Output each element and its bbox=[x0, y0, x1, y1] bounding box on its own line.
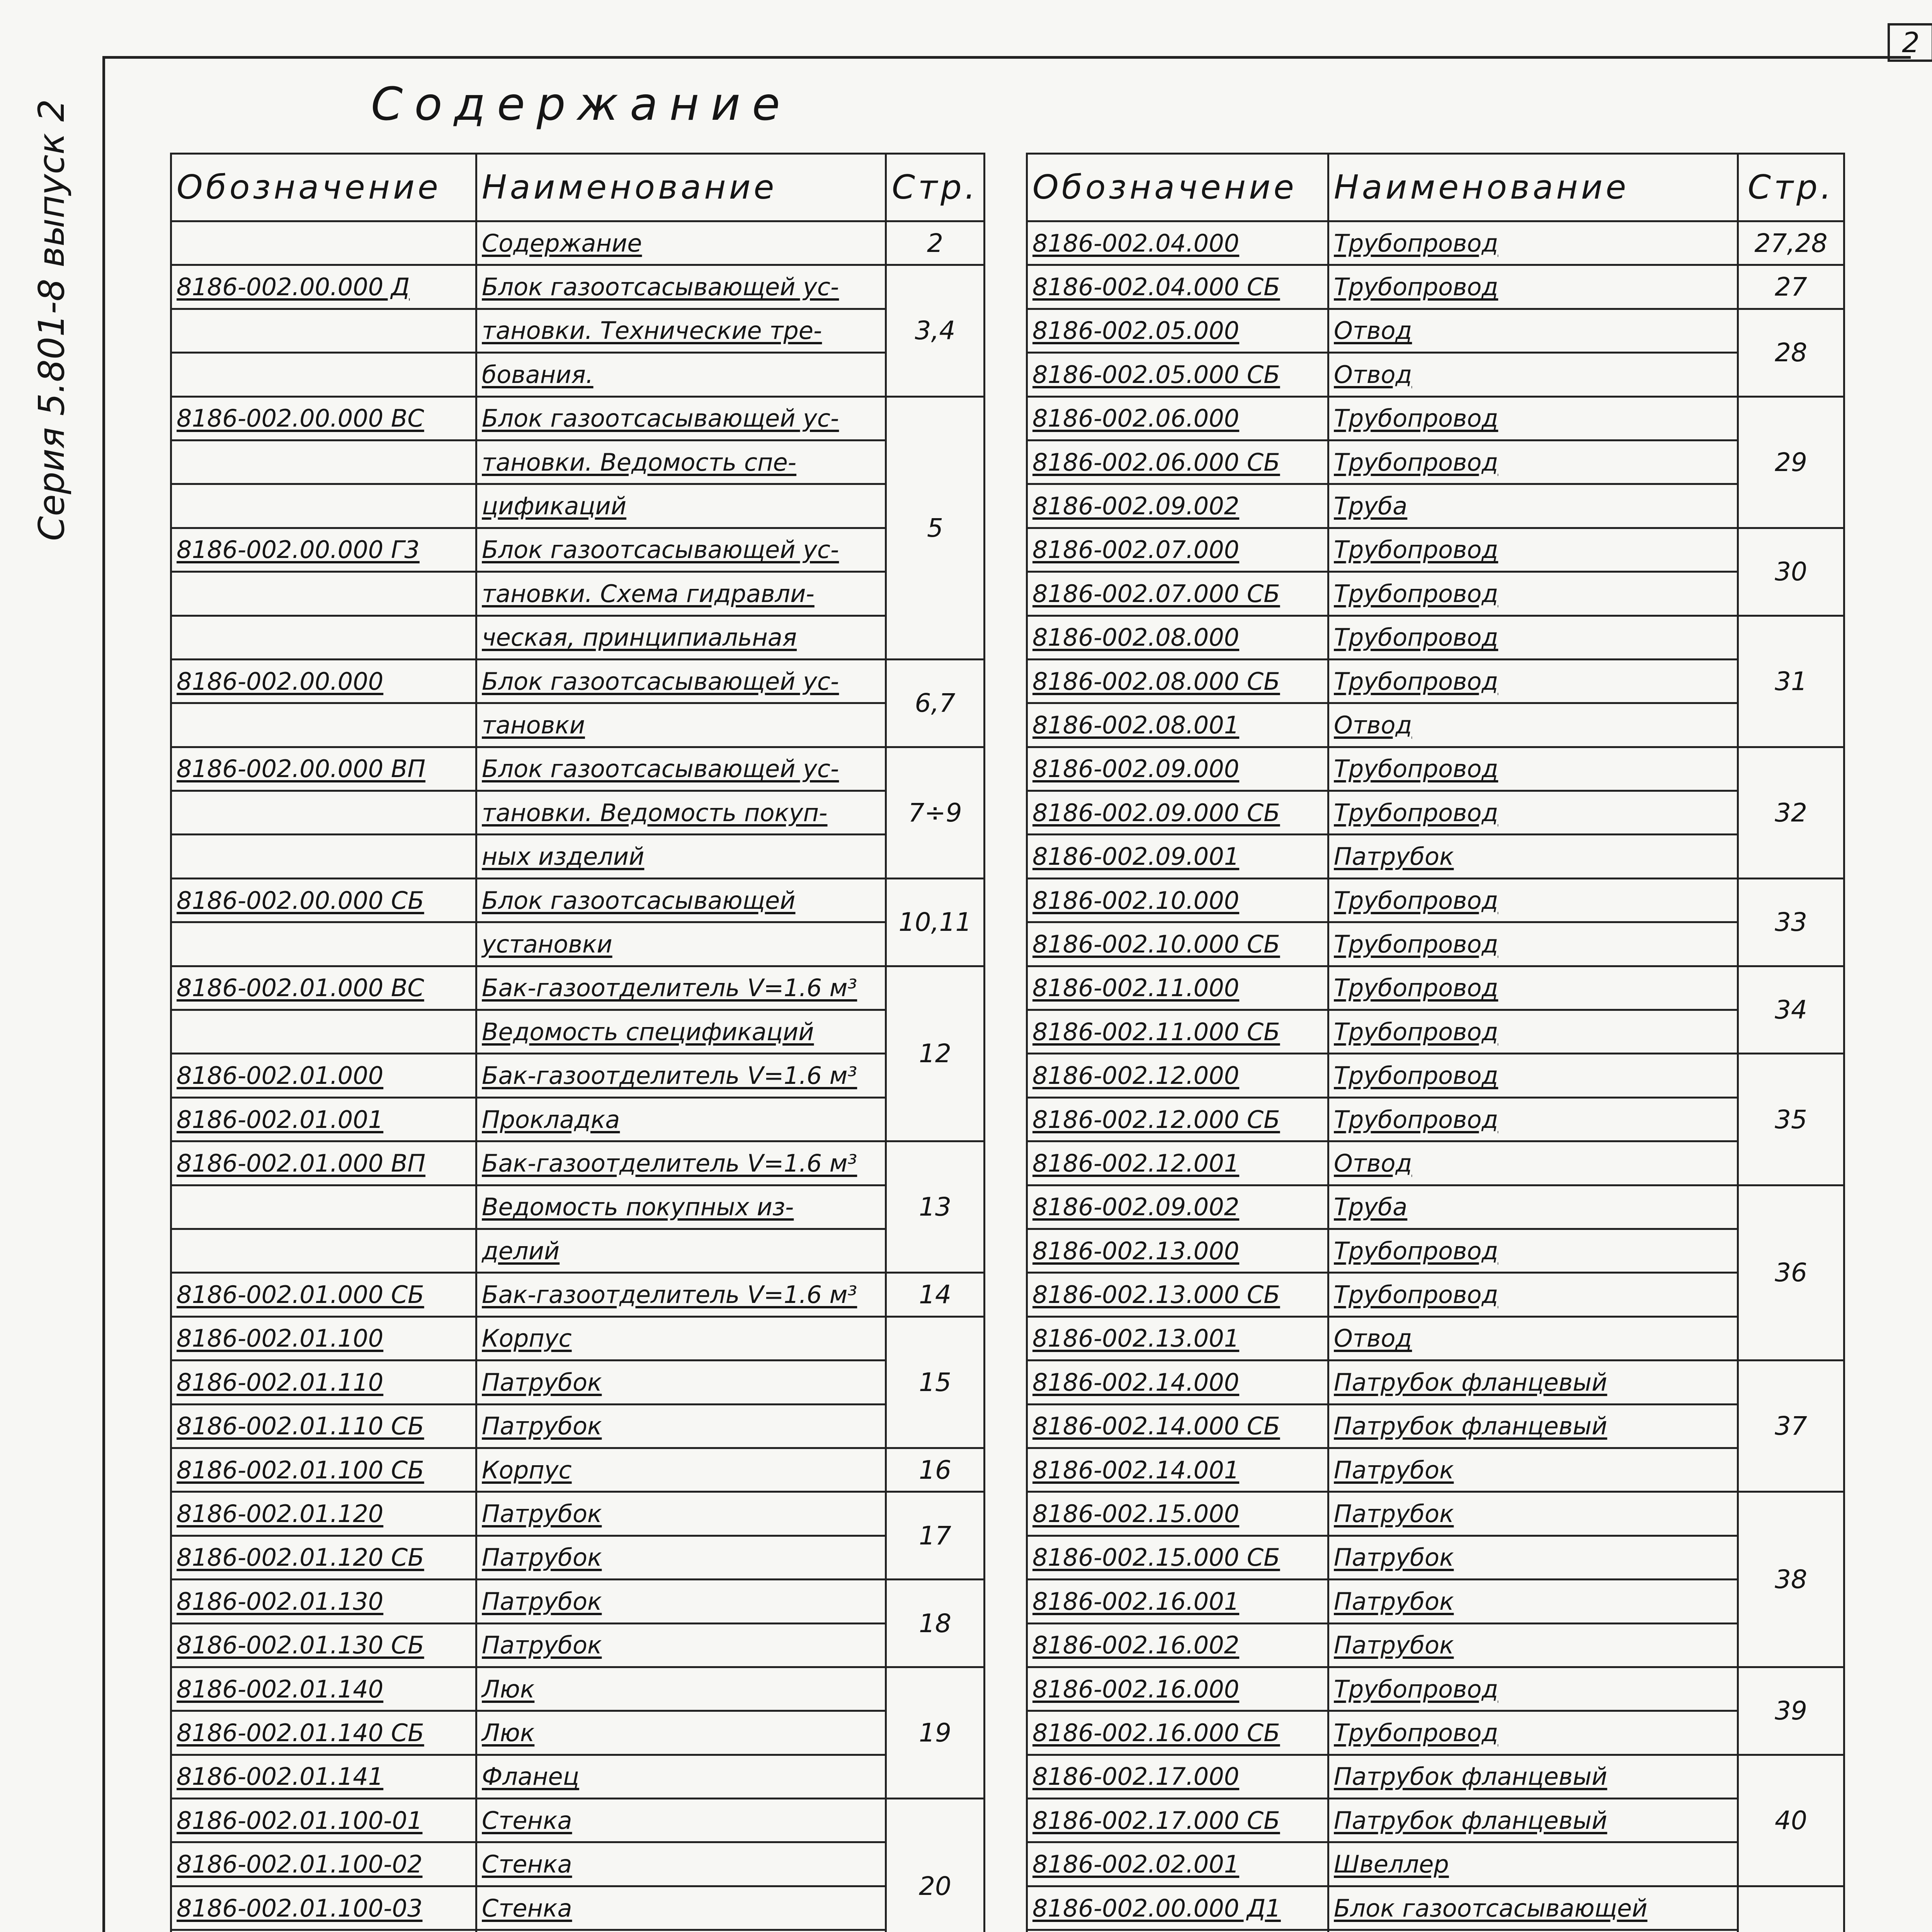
toc-row bbox=[1027, 265, 1844, 309]
toc-row bbox=[171, 1711, 985, 1755]
toc-row bbox=[1027, 835, 1844, 878]
toc-name: тановки. Ведомость покуп- bbox=[476, 791, 886, 835]
toc-name: Содержание bbox=[476, 221, 886, 265]
toc-row bbox=[171, 1404, 985, 1448]
toc-name: тановки. Схема гидравли- bbox=[476, 572, 886, 616]
toc-page: 36 bbox=[1738, 1185, 1844, 1361]
toc-name: Блок газоотсасывающей ус- bbox=[476, 528, 886, 571]
toc-row bbox=[171, 1930, 985, 1932]
toc-name: Трубопровод bbox=[1328, 1010, 1738, 1054]
toc-page: 18 bbox=[886, 1580, 985, 1667]
toc-header-row bbox=[1027, 154, 1844, 221]
toc-name: Трубопровод bbox=[1328, 265, 1738, 309]
toc-name: Отвод bbox=[1328, 703, 1738, 747]
toc-name: Отвод bbox=[1328, 309, 1738, 352]
toc-code: 8186-002.00.000 Д1 bbox=[1027, 1886, 1328, 1930]
toc-row bbox=[171, 265, 985, 309]
toc-name: Корпус bbox=[476, 1448, 886, 1492]
toc-code: 8186-002.01.000 ВП bbox=[171, 1141, 476, 1185]
toc-row bbox=[171, 1799, 985, 1842]
toc-name: Патрубок bbox=[476, 1361, 886, 1404]
toc-code: 8186-002.14.001 bbox=[1027, 1448, 1328, 1492]
toc-code: 8186-002.01.120 bbox=[171, 1492, 476, 1536]
toc-code: 8186-002.00.000 Г3 bbox=[171, 528, 476, 571]
toc-code: 8186-002.01.141 bbox=[171, 1755, 476, 1798]
toc-page: 35 bbox=[1738, 1054, 1844, 1185]
toc-row bbox=[171, 1842, 985, 1886]
toc-name: Стенка bbox=[476, 1886, 886, 1930]
toc-code: 8186-002.09.000 bbox=[1027, 747, 1328, 791]
toc-page: 31 bbox=[1738, 616, 1844, 747]
toc-row bbox=[1027, 1054, 1844, 1097]
toc-name: Люк bbox=[476, 1667, 886, 1711]
toc-name: Патрубок bbox=[476, 1536, 886, 1579]
toc-row bbox=[171, 878, 985, 922]
toc-code: 8186-002.07.000 СБ bbox=[1027, 572, 1328, 616]
toc-page: 17 bbox=[886, 1492, 985, 1580]
toc-row bbox=[1027, 1273, 1844, 1316]
toc-name: установки bbox=[476, 922, 886, 966]
toc-name: тановки bbox=[476, 703, 886, 747]
toc-code: 8186-002.01.000 bbox=[171, 1054, 476, 1097]
toc-page: 13 bbox=[886, 1141, 985, 1273]
toc-page: 33 bbox=[1738, 878, 1844, 966]
toc-row bbox=[1027, 221, 1844, 265]
toc-name: Стенка bbox=[476, 1799, 886, 1842]
toc-name: делий bbox=[476, 1229, 886, 1272]
toc-code: 8186-002.05.000 СБ bbox=[1027, 353, 1328, 396]
toc-name: Патрубок bbox=[476, 1580, 886, 1623]
toc-name: Трубопровод bbox=[1328, 1273, 1738, 1316]
toc-row bbox=[1027, 1448, 1844, 1492]
toc-name: Труба bbox=[1328, 484, 1738, 528]
toc-name: тановки. Ведомость спе- bbox=[476, 440, 886, 484]
toc-name: Трубопровод bbox=[1328, 572, 1738, 616]
toc-row bbox=[1027, 1404, 1844, 1448]
toc-row bbox=[1027, 484, 1844, 528]
toc-row bbox=[171, 1229, 985, 1272]
toc-code: 8186-002.01.120 СБ bbox=[171, 1536, 476, 1579]
toc-page: 37 bbox=[1738, 1361, 1844, 1492]
toc-row bbox=[1027, 791, 1844, 835]
toc-name: бования. bbox=[476, 353, 886, 396]
toc-code: 8186-002.01.100-03 bbox=[171, 1886, 476, 1930]
toc-row bbox=[1027, 1229, 1844, 1272]
toc-page bbox=[1738, 1886, 1844, 1932]
page-number: 2 bbox=[1888, 23, 1932, 62]
toc-row bbox=[171, 440, 985, 484]
toc-row bbox=[171, 1273, 985, 1316]
toc-row bbox=[1027, 309, 1844, 352]
toc-row bbox=[1027, 572, 1844, 616]
toc-name bbox=[1328, 1930, 1738, 1932]
toc-code: 8186-002.15.000 СБ bbox=[1027, 1536, 1328, 1579]
toc-code: 8186-002.05.000 bbox=[1027, 309, 1328, 352]
toc-name: Труба bbox=[1328, 1185, 1738, 1229]
toc-row bbox=[1027, 1536, 1844, 1579]
toc-name: Патрубок фланцевый bbox=[1328, 1361, 1738, 1404]
toc-row bbox=[171, 835, 985, 878]
toc-name: Трубопровод bbox=[1328, 528, 1738, 571]
toc-code: 8186-002.08.000 bbox=[1027, 616, 1328, 659]
toc-code: 8186-002.16.002 bbox=[1027, 1623, 1328, 1667]
toc-name: Трубопровод bbox=[1328, 659, 1738, 703]
toc-code: 8186-002.09.000 СБ bbox=[1027, 791, 1328, 835]
toc-code: 8186-002.01.140 bbox=[171, 1667, 476, 1711]
toc-code: 8186-002.13.000 bbox=[1027, 1229, 1328, 1272]
toc-row bbox=[171, 966, 985, 1010]
toc-row bbox=[1027, 616, 1844, 659]
toc-row bbox=[1027, 1930, 1844, 1932]
toc-page: 2 bbox=[886, 221, 985, 265]
toc-code: 8186-002.14.000 bbox=[1027, 1361, 1328, 1404]
toc-code: 8186-002.09.001 bbox=[1027, 835, 1328, 878]
toc-code: 8186-002.13.000 СБ bbox=[1027, 1273, 1328, 1316]
toc-name: Прокладка bbox=[476, 1097, 886, 1141]
toc-name: Блок газоотсасывающей ус- bbox=[476, 747, 886, 791]
toc-row bbox=[171, 572, 985, 616]
toc-name: Ведомость спецификаций bbox=[476, 1010, 886, 1054]
toc-row bbox=[1027, 1010, 1844, 1054]
toc-code: 8186-002.16.000 СБ bbox=[1027, 1711, 1328, 1755]
toc-name: Трубопровод bbox=[1328, 1711, 1738, 1755]
toc-name: Патрубок bbox=[476, 1492, 886, 1536]
toc-row bbox=[171, 353, 985, 396]
toc-name: Бак-газоотделитель V=1.6 м³ bbox=[476, 966, 886, 1010]
toc-row bbox=[1027, 1492, 1844, 1536]
toc-code: 8186-002.01.110 СБ bbox=[171, 1404, 476, 1448]
toc-name: Трубопровод bbox=[1328, 747, 1738, 791]
toc-code bbox=[171, 1930, 476, 1932]
toc-row bbox=[171, 1492, 985, 1536]
toc-code: 8186-002.01.100 СБ bbox=[171, 1448, 476, 1492]
toc-row bbox=[171, 703, 985, 747]
toc-code: 8186-002.17.000 СБ bbox=[1027, 1799, 1328, 1842]
toc-row bbox=[1027, 1755, 1844, 1798]
toc-code bbox=[171, 616, 476, 659]
toc-name: Ведомость покупных из- bbox=[476, 1185, 886, 1229]
toc-name: Трубопровод bbox=[1328, 396, 1738, 440]
toc-row bbox=[171, 1054, 985, 1097]
toc-code: 8186-002.14.000 СБ bbox=[1027, 1404, 1328, 1448]
toc-row bbox=[1027, 1141, 1844, 1185]
toc-code: 8186-002.07.000 bbox=[1027, 528, 1328, 571]
toc-code bbox=[171, 703, 476, 747]
toc-code bbox=[171, 1185, 476, 1229]
toc-name: Блок газоотсасывающей ус- bbox=[476, 659, 886, 703]
toc-code bbox=[171, 484, 476, 528]
toc-row bbox=[1027, 1667, 1844, 1711]
toc-row bbox=[1027, 1799, 1844, 1842]
toc-row bbox=[1027, 528, 1844, 571]
toc-name: Бак-газоотделитель V=1.6 м³ bbox=[476, 1273, 886, 1316]
toc-code: 8186-002.16.001 bbox=[1027, 1580, 1328, 1623]
toc-name: Фланец bbox=[476, 1755, 886, 1798]
toc-name: Трубопровод bbox=[1328, 1667, 1738, 1711]
toc-name: Патрубок фланцевый bbox=[1328, 1404, 1738, 1448]
toc-name: Бак-газоотделитель V=1.6 м³ bbox=[476, 1054, 886, 1097]
header-page: Стр. bbox=[886, 154, 985, 221]
toc-page: 20 bbox=[886, 1799, 985, 1932]
toc-name: тановки. Технические тре- bbox=[476, 309, 886, 352]
toc-code: 8186-002.08.000 СБ bbox=[1027, 659, 1328, 703]
toc-header-row bbox=[171, 154, 985, 221]
toc-row bbox=[1027, 353, 1844, 396]
toc-name: Блок газоотсасывающей bbox=[476, 878, 886, 922]
toc-code: 8186-002.02.001 bbox=[1027, 1842, 1328, 1886]
toc-row bbox=[1027, 922, 1844, 966]
toc-page: 38 bbox=[1738, 1492, 1844, 1667]
toc-code: 8186-002.09.002 bbox=[1027, 484, 1328, 528]
toc-row bbox=[171, 1361, 985, 1404]
toc-name: Трубопровод bbox=[1328, 616, 1738, 659]
toc-name: Блок газоотсасывающей ус- bbox=[476, 396, 886, 440]
toc-name: Корпус bbox=[476, 1316, 886, 1360]
toc-page: 40 bbox=[1738, 1755, 1844, 1886]
toc-code: 8186-002.16.000 bbox=[1027, 1667, 1328, 1711]
toc-code: 8186-002.10.000 СБ bbox=[1027, 922, 1328, 966]
toc-page: 15 bbox=[886, 1316, 985, 1448]
toc-code bbox=[171, 353, 476, 396]
toc-name: Трубопровод bbox=[1328, 922, 1738, 966]
toc-page: 16 bbox=[886, 1448, 985, 1492]
toc-code: 8186-002.12.000 bbox=[1027, 1054, 1328, 1097]
toc-row bbox=[1027, 1316, 1844, 1360]
toc-code: 8186-002.01.100 bbox=[171, 1316, 476, 1360]
toc-row bbox=[1027, 747, 1844, 791]
toc-code: 8186-002.12.000 СБ bbox=[1027, 1097, 1328, 1141]
toc-row bbox=[171, 484, 985, 528]
toc-row bbox=[171, 1010, 985, 1054]
toc-name: Патрубок bbox=[1328, 1623, 1738, 1667]
toc-code: 8186-002.06.000 СБ bbox=[1027, 440, 1328, 484]
toc-name: Трубопровод bbox=[1328, 791, 1738, 835]
toc-code bbox=[171, 922, 476, 966]
toc-code: 8186-002.00.000 Д bbox=[171, 265, 476, 309]
toc-name: Патрубок фланцевый bbox=[1328, 1755, 1738, 1798]
toc-code bbox=[171, 1229, 476, 1272]
header-code: Обозначение bbox=[171, 154, 476, 221]
toc-name: Трубопровод bbox=[1328, 1229, 1738, 1272]
toc-page: 5 bbox=[886, 396, 985, 659]
toc-code: 8186-002.01.130 СБ bbox=[171, 1623, 476, 1667]
toc-name: Патрубок bbox=[1328, 1492, 1738, 1536]
toc-name: ческая, принципиальная bbox=[476, 616, 886, 659]
toc-row bbox=[1027, 440, 1844, 484]
toc-name: Отвод bbox=[1328, 353, 1738, 396]
toc-code: 8186-002.04.000 bbox=[1027, 221, 1328, 265]
toc-row bbox=[1027, 1886, 1844, 1930]
toc-name: Блок газоотсасывающей ус- bbox=[476, 265, 886, 309]
toc-row bbox=[171, 1141, 985, 1185]
toc-name: Патрубок фланцевый bbox=[1328, 1799, 1738, 1842]
toc-body-right bbox=[1027, 221, 1844, 1932]
header-name: Наименование bbox=[1328, 154, 1738, 221]
toc-page: 27 bbox=[1738, 265, 1844, 309]
toc-code bbox=[171, 221, 476, 265]
toc-page: 7÷9 bbox=[886, 747, 985, 878]
page-title: Содержание bbox=[371, 77, 792, 131]
toc-name: Патрубок bbox=[1328, 1448, 1738, 1492]
toc-code: 8186-002.06.000 bbox=[1027, 396, 1328, 440]
toc-row bbox=[171, 396, 985, 440]
toc-page: 39 bbox=[1738, 1667, 1844, 1755]
toc-row bbox=[1027, 1842, 1844, 1886]
toc-page: 29 bbox=[1738, 396, 1844, 528]
toc-row bbox=[1027, 659, 1844, 703]
toc-page: 12 bbox=[886, 966, 985, 1141]
toc-row bbox=[171, 221, 985, 265]
toc-code: 8186-002.01.100-02 bbox=[171, 1842, 476, 1886]
toc-page: 14 bbox=[886, 1273, 985, 1316]
toc-code: 8186-002.11.000 СБ bbox=[1027, 1010, 1328, 1054]
toc-name: Стенка bbox=[476, 1842, 886, 1886]
toc-name: Трубопровод bbox=[1328, 1054, 1738, 1097]
toc-row bbox=[1027, 1623, 1844, 1667]
toc-table-right bbox=[1026, 153, 1845, 1932]
toc-code: 8186-002.09.002 bbox=[1027, 1185, 1328, 1229]
toc-code: 8186-002.12.001 bbox=[1027, 1141, 1328, 1185]
toc-row bbox=[171, 1185, 985, 1229]
toc-body-left bbox=[171, 221, 985, 1932]
toc-code: 8186-002.17.000 bbox=[1027, 1755, 1328, 1798]
toc-name: Патрубок bbox=[1328, 1536, 1738, 1579]
toc-code: 8186-002.01.000 ВС bbox=[171, 966, 476, 1010]
toc-name: Отвод bbox=[1328, 1141, 1738, 1185]
toc-code: 8186-002.04.000 СБ bbox=[1027, 265, 1328, 309]
toc-name: Люк bbox=[476, 1711, 886, 1755]
toc-name: Бак-газоотделитель V=1.6 м³ bbox=[476, 1141, 886, 1185]
toc-name: Трубопровод bbox=[1328, 221, 1738, 265]
toc-page: 3,4 bbox=[886, 265, 985, 396]
toc-name: Патрубок bbox=[476, 1623, 886, 1667]
toc-row bbox=[171, 528, 985, 571]
toc-page: 27,28 bbox=[1738, 221, 1844, 265]
toc-code bbox=[1027, 1930, 1328, 1932]
toc-row bbox=[1027, 1185, 1844, 1229]
toc-row bbox=[1027, 1580, 1844, 1623]
header-name: Наименование bbox=[476, 154, 886, 221]
toc-row bbox=[171, 309, 985, 352]
toc-code bbox=[171, 440, 476, 484]
toc-row bbox=[1027, 703, 1844, 747]
toc-name: цификаций bbox=[476, 484, 886, 528]
toc-row bbox=[171, 659, 985, 703]
toc-row bbox=[1027, 1361, 1844, 1404]
toc-row bbox=[1027, 878, 1844, 922]
header-code: Обозначение bbox=[1027, 154, 1328, 221]
toc-code: 8186-002.01.000 СБ bbox=[171, 1273, 476, 1316]
toc-code: 8186-002.00.000 СБ bbox=[171, 878, 476, 922]
toc-name: ных изделий bbox=[476, 835, 886, 878]
toc-code bbox=[171, 1010, 476, 1054]
toc-table-left bbox=[170, 153, 985, 1932]
toc-code: 8186-002.01.100-01 bbox=[171, 1799, 476, 1842]
toc-code: 8186-002.01.130 bbox=[171, 1580, 476, 1623]
toc-page: 6,7 bbox=[886, 659, 985, 747]
toc-row bbox=[171, 1536, 985, 1579]
toc-code: 8186-002.13.001 bbox=[1027, 1316, 1328, 1360]
toc-code: 8186-002.00.000 ВП bbox=[171, 747, 476, 791]
toc-name: Трубопровод bbox=[1328, 1097, 1738, 1141]
toc-code: 8186-002.11.000 bbox=[1027, 966, 1328, 1010]
toc-name: Трубопровод bbox=[1328, 966, 1738, 1010]
toc-page: 19 bbox=[886, 1667, 985, 1798]
toc-code: 8186-002.00.000 ВС bbox=[171, 396, 476, 440]
toc-code: 8186-002.08.001 bbox=[1027, 703, 1328, 747]
toc-name: Швеллер bbox=[1328, 1842, 1738, 1886]
toc-row bbox=[171, 1097, 985, 1141]
toc-name: Блок газоотсасывающей bbox=[1328, 1886, 1738, 1930]
toc-name: Патрубок bbox=[476, 1404, 886, 1448]
toc-page: 28 bbox=[1738, 309, 1844, 396]
toc-code bbox=[171, 572, 476, 616]
toc-row bbox=[171, 1316, 985, 1360]
toc-row bbox=[1027, 1711, 1844, 1755]
toc-row bbox=[171, 1623, 985, 1667]
toc-code: 8186-002.01.001 bbox=[171, 1097, 476, 1141]
toc-row bbox=[171, 616, 985, 659]
toc-row bbox=[171, 1580, 985, 1623]
toc-name: Трубопровод bbox=[1328, 440, 1738, 484]
toc-row bbox=[171, 1667, 985, 1711]
toc-page: 10,11 bbox=[886, 878, 985, 966]
toc-row bbox=[1027, 1097, 1844, 1141]
toc-name: Патрубок bbox=[1328, 1580, 1738, 1623]
toc-code: 8186-002.10.000 bbox=[1027, 878, 1328, 922]
toc-row bbox=[171, 791, 985, 835]
toc-row bbox=[171, 1448, 985, 1492]
toc-name: Патрубок bbox=[1328, 835, 1738, 878]
toc-page: 32 bbox=[1738, 747, 1844, 878]
toc-code bbox=[171, 309, 476, 352]
toc-row bbox=[171, 1755, 985, 1798]
toc-row bbox=[1027, 396, 1844, 440]
header-page: Стр. bbox=[1738, 154, 1844, 221]
toc-row bbox=[171, 922, 985, 966]
toc-row bbox=[171, 1886, 985, 1930]
toc-row bbox=[1027, 966, 1844, 1010]
toc-name bbox=[476, 1930, 886, 1932]
toc-code: 8186-002.01.110 bbox=[171, 1361, 476, 1404]
series-label: Серия 5.801-8 выпуск 2 bbox=[31, 99, 72, 541]
toc-code bbox=[171, 791, 476, 835]
toc-page: 34 bbox=[1738, 966, 1844, 1054]
toc-name: Трубопровод bbox=[1328, 878, 1738, 922]
toc-name: Отвод bbox=[1328, 1316, 1738, 1360]
toc-row bbox=[171, 747, 985, 791]
toc-code: 8186-002.00.000 bbox=[171, 659, 476, 703]
toc-page: 30 bbox=[1738, 528, 1844, 616]
toc-code: 8186-002.15.000 bbox=[1027, 1492, 1328, 1536]
toc-code: 8186-002.01.140 СБ bbox=[171, 1711, 476, 1755]
toc-code bbox=[171, 835, 476, 878]
